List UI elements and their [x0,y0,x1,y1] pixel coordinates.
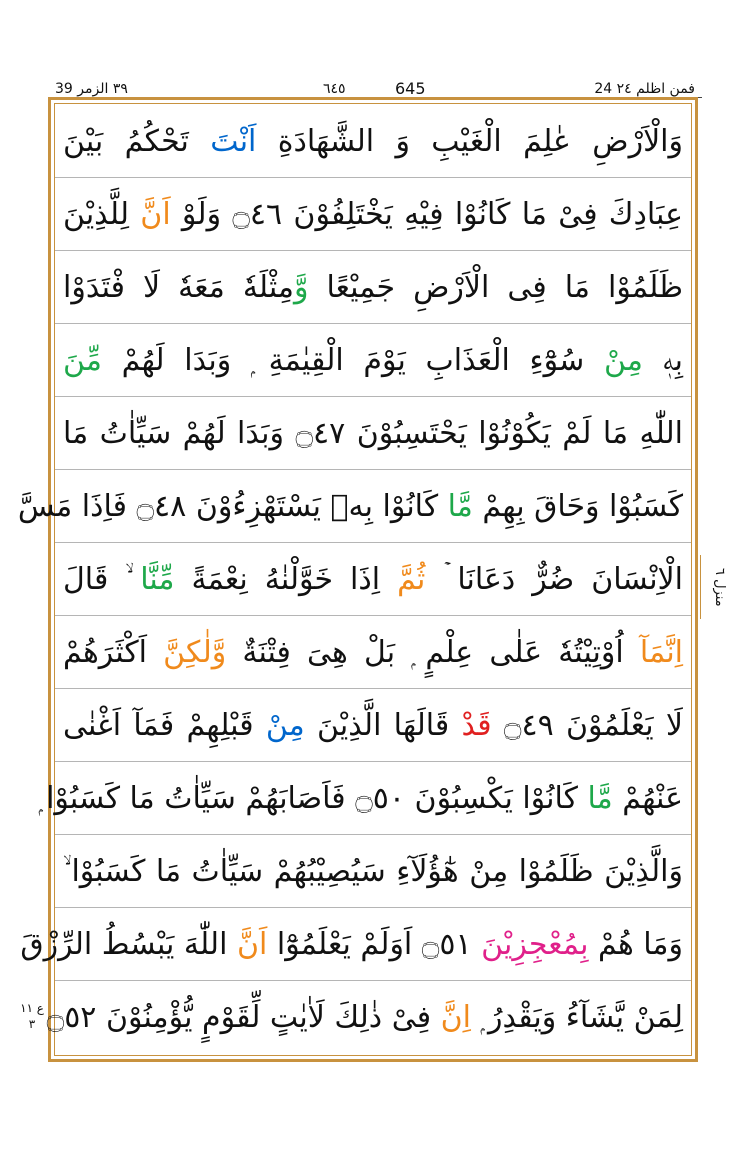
verse-line [55,835,691,908]
verse-segment: مَّا [587,781,613,816]
verse-segment: بِهٖ [642,343,683,378]
page-number: 645 [395,79,426,98]
verse-segment: عَنْهُمْ [612,781,683,816]
page-number-urdu: ٦٤٥ [323,81,346,97]
verse-segment: اَنَّ [236,927,268,962]
verse-segment: بِمُعْجِزِیْنَ [481,927,589,962]
ruku-marker: ع ١١ ٣ [20,1001,44,1031]
surah-label: ٣٩ الزمر 39 [55,81,128,97]
verse-segment: مِّنَّا [140,562,175,597]
verse-line [20,908,691,981]
verse-segment: لِلَّذِیْنَ [63,197,141,232]
verse-segment: فِیْ ذٰلِكَ لَاٰیٰتٍ لِّقَوْمٍ یُّؤْمِنُوْنَ ۝٥٢ [46,1000,441,1035]
verse-line-text [55,835,691,908]
verse-segment: تَحْكُمُ بَیْنَ [63,124,211,159]
verse-segment: وَّلٰكِنَّ [163,635,227,670]
verse-line [46,981,691,1054]
verse-segment: وَّ [293,270,309,305]
juz-label: 24 فمن اظلم ٢٤ [594,81,695,97]
verse-segment: مَّا [447,489,473,524]
verse-segment: ۝٥١ اَوَلَمْ یَعْلَمُوْٓا [267,927,482,962]
verse-line [38,762,691,835]
verse-segment: مِّنَ [63,343,102,378]
verse-segment: قَدْ [461,708,492,743]
verse-segment: عِبَادِكَ فِیْ مَا كَانُوْا فِیْهِ یَخْتَلِفُوْنَ ۝٤٦ وَلَوْ [170,197,683,232]
verse-segment: اللّٰهَ یَبْسُطُ الرِّزْقَ [20,927,237,962]
verse-segment: اَنَّ [140,197,171,232]
verse-segment: اَنْتَ [210,124,257,159]
verse-segment: اِنَّ [440,1000,471,1035]
verse-segment: لَا یَعْلَمُوْنَ ۝٤٩ [491,708,684,743]
verse-line [55,251,691,324]
verse-line [55,616,691,689]
verse-segment: ۙ قَالَ [63,562,141,597]
verse-line-text [38,762,691,835]
verse-segment: مِنْ [603,343,643,378]
verse-line-text [55,397,691,470]
verse-segment: مِثْلَهٗ مَعَهٗ لَا فْتَدَوْا [63,270,294,305]
verse-line-text [55,324,691,397]
verse-line [17,470,691,543]
verse-line-text [55,616,691,689]
verse-line-text [46,981,691,1054]
verse-segment: الْاِنْسَانَ ضُرٌّ دَعَانَا ۡ [425,562,683,597]
verse-line [55,105,691,178]
verse-segment: اُوْتِیْتُهٗ عَلٰی عِلْمٍ ۭ بَلْ هِیَ فِتْنَةٌ [226,635,640,670]
verse-line [55,178,691,251]
verse-line [55,324,691,397]
verse-segment: مِنْ [265,708,305,743]
verse-segment: لِمَنْ یَّشَآءُ وَیَقْدِرُ ۭ [470,1000,683,1035]
verse-line [55,397,691,470]
verse-segment: اِذَا خَوَّلْنٰهُ نِعْمَةً [174,562,398,597]
verse-segment: كَانُوْا بِهٖ یَسْتَهْزِءُوْنَ ۝٤٨ فَاِذَا مَسَّ [17,489,448,524]
verse-segment: اَكْثَرَهُمْ [63,635,164,670]
verse-line-text [55,251,691,324]
verse-segment: اِنَّمَآ [639,635,683,670]
verse-segment: ثُمَّ [397,562,426,597]
verse-segment: وَمَا هُمْ [588,927,683,962]
manzil-marker: منزل ٦ [700,555,727,619]
verse-line [55,689,691,762]
verse-segment: ظَلَمُوْا مَا فِی الْاَرْضِ جَمِیْعًا [308,270,683,305]
verse-line-text [55,689,691,762]
verse-segment: سُوْٓءِ الْعَذَابِ یَوْمَ الْقِیٰمَةِ ۭ وَبَدَا لَهُمْ [101,343,604,378]
verse-line [55,543,691,616]
verse-line-text [55,543,691,616]
verse-segment: اللّٰهِ مَا لَمْ یَكُوْنُوْا یَحْتَسِبُوْنَ ۝٤٧ وَبَدَا لَهُمْ سَیِّاٰتُ مَا [63,416,684,451]
verse-line-text [20,908,691,981]
verse-segment: كَانُوْا یَكْسِبُوْنَ ۝٥٠ فَاَصَابَهُمْ سَیِّاٰتُ مَا كَسَبُوْا ۭ [38,781,588,816]
verse-line-text [55,178,691,251]
verse-segment: قَبْلِهِمْ فَمَآ اَغْنٰی [63,708,266,743]
verse-segment: وَالَّذِیْنَ ظَلَمُوْا مِنْ هٰٓؤُلَآءِ سَیُصِیْبُهُمْ سَیِّاٰتُ مَا كَسَبُوْا ۙ [63,854,683,889]
verse-segment: وَالْاَرْضِ عٰلِمَ الْغَیْبِ وَ الشَّهَادَةِ [256,124,684,159]
verse-segment: كَسَبُوْا وَحَاقَ بِهِمْ [472,489,683,524]
verse-line-text [17,470,691,543]
verse-segment: قَالَهَا الَّذِیْنَ [304,708,462,743]
verse-line-text [55,105,691,178]
